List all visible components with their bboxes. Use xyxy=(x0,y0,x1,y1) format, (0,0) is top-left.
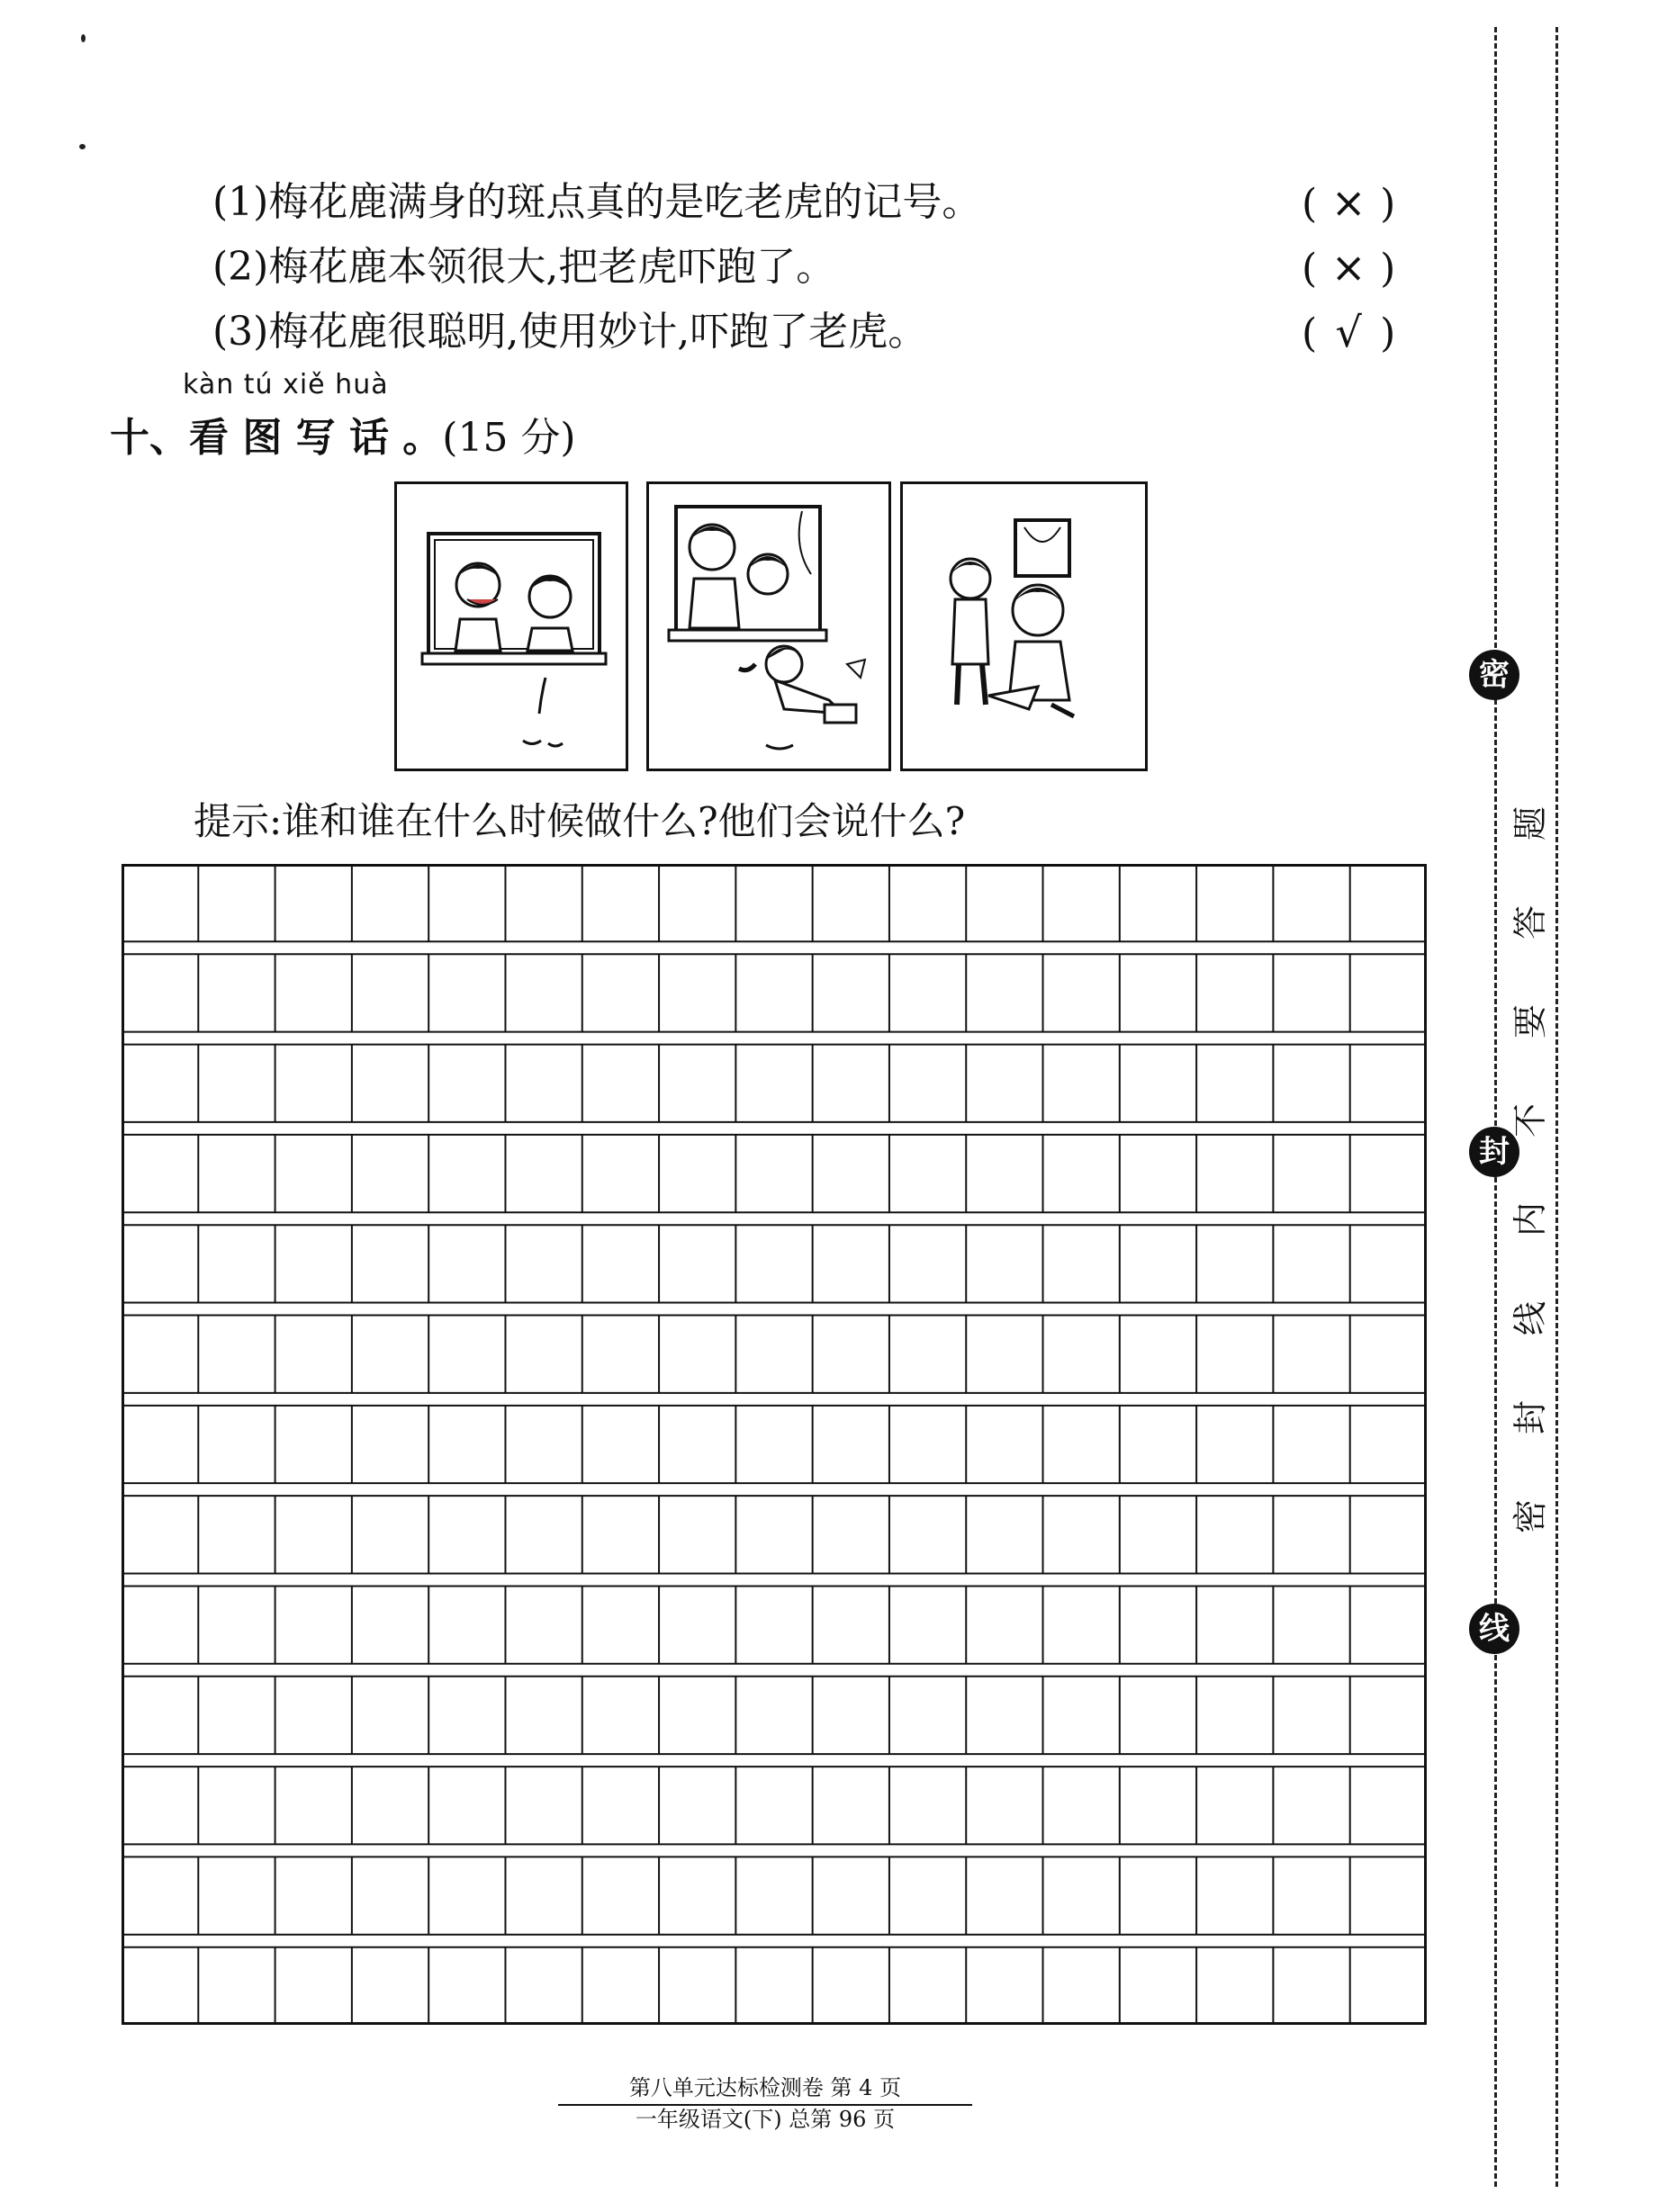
seal-char: 线 xyxy=(1510,1301,1550,1336)
writing-grid[interactable] xyxy=(122,864,1427,2025)
seal-char: 密 xyxy=(1510,1499,1550,1534)
seal-warning-text xyxy=(1510,774,1550,1566)
judgment-statement: (3)梅花鹿很聪明,使用妙计,吓跑了老虎。 xyxy=(212,309,928,355)
seal-char: 内 xyxy=(1510,1202,1550,1237)
judgment-row-3 xyxy=(212,301,1428,364)
section-title xyxy=(110,405,576,463)
judgment-statement: (1)梅花鹿满身的斑点真的是吃老虎的记号。 xyxy=(212,179,982,225)
footer-unit-page: 第八单元达标检测卷 第 4 页 xyxy=(558,2070,972,2106)
seal-char: 不 xyxy=(1510,1103,1550,1138)
scan-speck xyxy=(81,34,86,42)
section-score: (15 分) xyxy=(442,415,576,461)
section-heading: 看 图 写 话 。 xyxy=(189,415,443,461)
seal-mark-feng: 封 xyxy=(1469,1127,1519,1177)
seal-char: 答 xyxy=(1510,905,1550,940)
seal-char: 要 xyxy=(1510,1004,1550,1039)
answer-mark: × xyxy=(1330,243,1366,292)
writing-hint: 提示:谁和谁在什么时候做什么?他们会说什么? xyxy=(194,799,966,843)
judgment-row-1 xyxy=(212,171,1428,234)
seal-char: 封 xyxy=(1510,1400,1550,1435)
picture-panel-1 xyxy=(394,481,628,771)
answer-parens: ( × ) xyxy=(1302,236,1423,301)
girl-slips-illustration xyxy=(649,484,888,769)
answer-parens: ( × ) xyxy=(1302,171,1423,236)
picture-panel-2 xyxy=(646,481,891,771)
scan-speck xyxy=(79,144,86,149)
seal-mark-xian: 线 xyxy=(1469,1604,1519,1654)
seal-char: 题 xyxy=(1510,806,1550,841)
answer-mark: √ xyxy=(1335,308,1362,356)
picture-panel-3 xyxy=(900,481,1148,771)
boys-clean-up-illustration xyxy=(903,484,1145,769)
grid-frame xyxy=(123,866,1426,2024)
answer-parens: ( √ ) xyxy=(1302,301,1423,365)
judgment-row-2 xyxy=(212,236,1428,299)
judgment-statement: (2)梅花鹿本领很大,把老虎吓跑了。 xyxy=(212,244,836,290)
section-number: 十、 xyxy=(110,415,189,461)
answer-mark: × xyxy=(1330,178,1366,227)
footer-total-page: 一年级语文(下) 总第 96 页 xyxy=(635,2107,896,2132)
section-pinyin: kàn tú xiě huà xyxy=(183,369,389,400)
kids-eating-watermelon-illustration xyxy=(397,484,626,769)
writing-grid-lines xyxy=(122,864,1427,2025)
seal-mark-mi: 密 xyxy=(1469,650,1519,700)
